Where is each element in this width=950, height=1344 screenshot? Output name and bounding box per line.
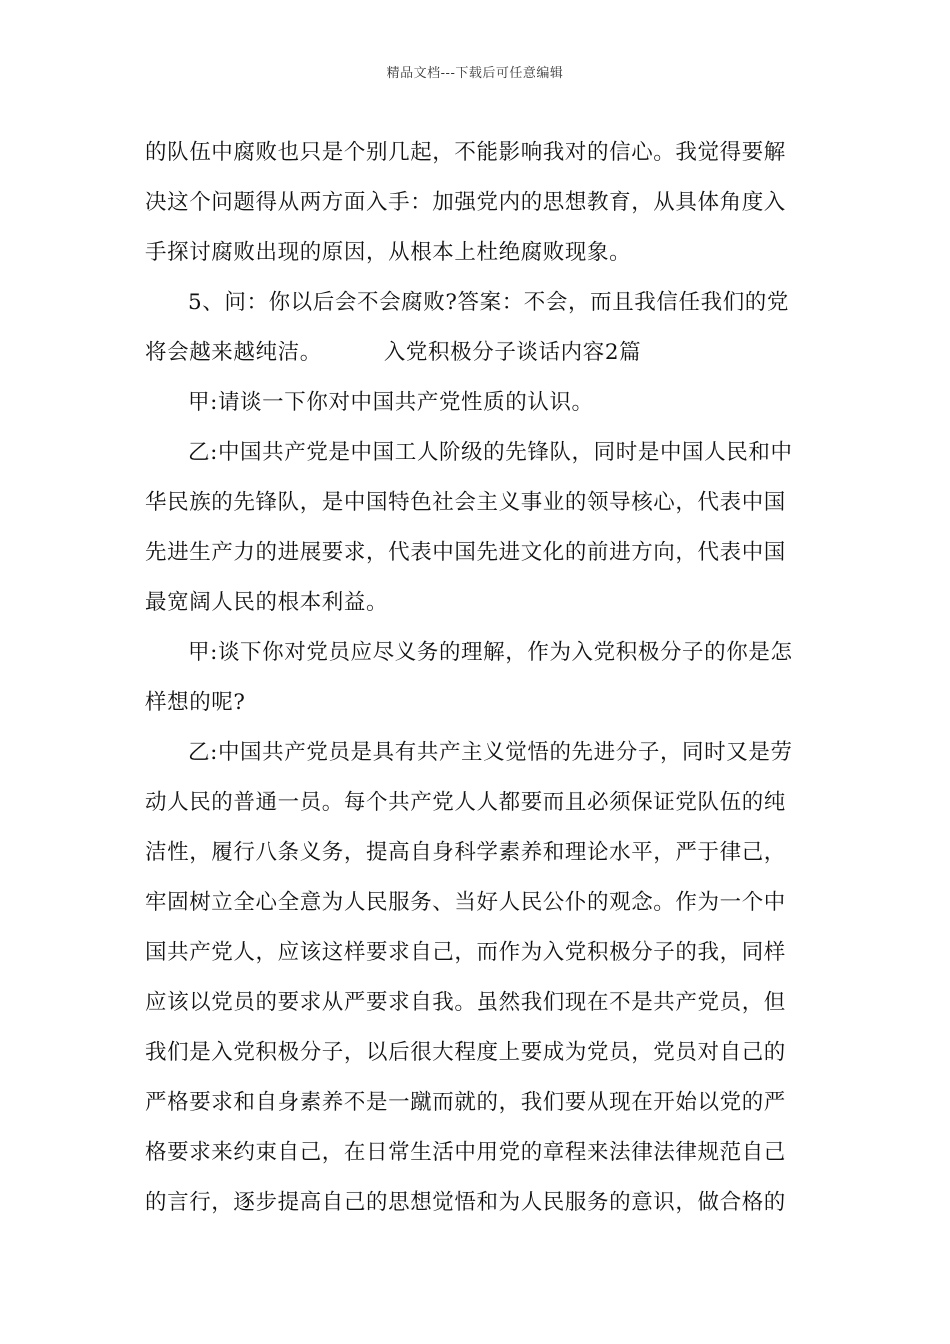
text-line: 先进生产力的进展要求，代表中国先进文化的前进方向，代表中国 bbox=[145, 540, 786, 565]
question-line: 甲:请谈一下你对中国共产党性质的认识。 bbox=[188, 390, 594, 415]
text-line: 华民族的先锋队，是中国特色社会主义事业的领导核心，代表中国 bbox=[145, 490, 786, 515]
section-title: 入党积极分子谈话内容2篇 bbox=[383, 340, 642, 365]
question-line: 甲:谈下你对党员应尽义务的理解，作为入党积极分子的你是怎 bbox=[188, 640, 793, 665]
text-line: 决这个问题得从两方面入手：加强党内的思想教育，从具体角度入 bbox=[145, 190, 786, 215]
answer-end: 将会越来越纯洁。 bbox=[145, 340, 322, 365]
question-line: 5、问：你以后会不会腐败?答案：不会，而且我信任我们的党 bbox=[188, 290, 790, 315]
text-line: 最宽阔人民的根本利益。 bbox=[145, 590, 389, 615]
text-line: 应该以党员的要求从严要求自我。虽然我们现在不是共产党员，但 bbox=[145, 990, 786, 1015]
text-line bbox=[145, 328, 815, 378]
text-line: 严格要求和自身素养不是一蹴而就的，我们要从现在开始以党的严 bbox=[145, 1090, 786, 1115]
text-line: 的队伍中腐败也只是个别几起，不能影响我对的信心。我觉得要解 bbox=[145, 140, 786, 165]
answer-line: 乙:中国共产党是中国工人阶级的先锋队，同时是中国人民和中 bbox=[188, 440, 793, 465]
text-line: 国共产党人，应该这样要求自己，而作为入党积极分子的我，同样 bbox=[145, 940, 786, 965]
text-line: 洁性，履行八条义务，提高自身科学素养和理论水平，严于律己， bbox=[145, 840, 786, 865]
page-header: 精品文档---下载后可任意编辑 bbox=[386, 66, 564, 81]
document-body bbox=[145, 128, 815, 1228]
text-line: 我们是入党积极分子，以后很大程度上要成为党员，党员对自己的 bbox=[145, 1040, 786, 1065]
text-line: 动人民的普通一员。每个共产党人人都要而且必须保证党队伍的纯 bbox=[145, 790, 786, 815]
text-line: 的言行，逐步提高自己的思想觉悟和为人民服务的意识，做合格的 bbox=[145, 1190, 786, 1215]
text-line: 格要求来约束自己，在日常生活中用党的章程来法律法律规范自己 bbox=[145, 1140, 786, 1165]
text-line: 手探讨腐败出现的原因，从根本上杜绝腐败现象。 bbox=[145, 240, 632, 265]
text-line: 牢固树立全心全意为人民服务、当好人民公仆的观念。作为一个中 bbox=[145, 890, 786, 915]
text-line: 样想的呢? bbox=[145, 690, 246, 715]
answer-line: 乙:中国共产党员是具有共产主义觉悟的先进分子，同时又是劳 bbox=[188, 740, 793, 765]
